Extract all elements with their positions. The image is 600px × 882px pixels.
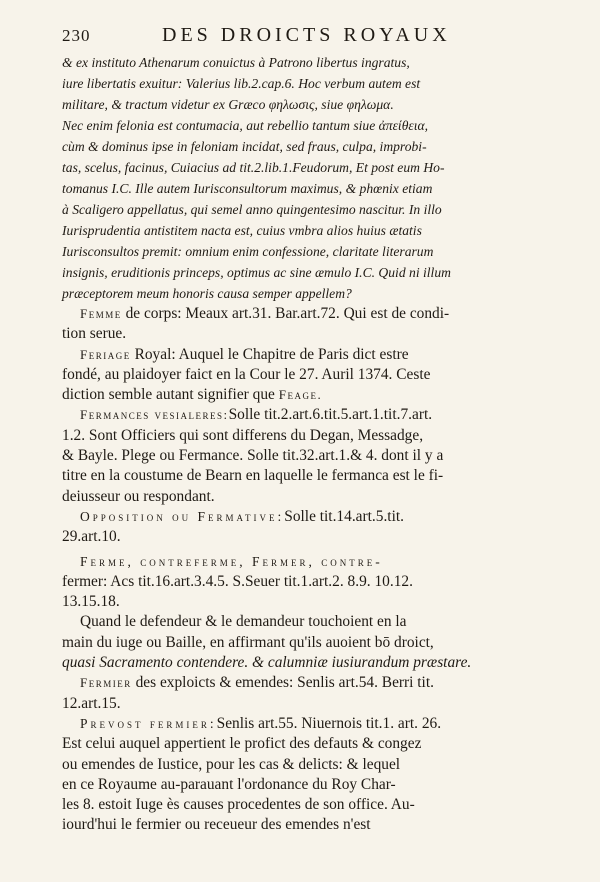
entry-term: Fermier (80, 675, 132, 691)
entry-text: des exploicts & emendes: Senlis art.54. Berri tit. (135, 674, 434, 692)
latin-quotation: quasi Sacramento contendere. & calumniæ iusiurandum præstare. (62, 654, 472, 672)
entry-text-line: 13.15.18. (62, 593, 120, 611)
entry-text-line: main du iuge ou Baille, en affirmant qu'ils auoient bō droict, (62, 633, 434, 651)
latin-line: iure libertatis exuitur: Valerius lib.2.cap.6. Hoc verbum autem est (62, 76, 421, 91)
entry-text-line: iourd'hui le fermier ou receueur des emendes n'est (62, 816, 371, 834)
entry-text-line: 1.2. Sont Officiers qui sont differens du Degan, Messadge, (62, 426, 424, 444)
latin-line: à Scaligero appellatus, qui semel anno quingentesimo nascitur. In illo (62, 202, 442, 217)
entry-text-line: fermer: Acs tit.16.art.3.4.5. S.Seuer tit.1.art.2. 8.9. 10.12. (62, 572, 413, 590)
latin-line: insignis, eruditionis princeps, optimus ac sine æmulo I.C. Quid ni illum (62, 265, 451, 280)
latin-line: cùm & dominus ipse in feloniam incidat, sed fraus, culpa, improbi- (62, 139, 427, 154)
page-number: 230 (62, 26, 91, 45)
latin-paragraph (62, 52, 502, 304)
entry-text-line (62, 385, 502, 405)
entry-term: Opposition ou Fermative: (80, 508, 285, 524)
entry-text: Solle tit.14.art.5.tit. (284, 507, 404, 525)
entry-text-line: 12.art.15. (62, 694, 121, 712)
latin-line: Iurisprudentia antistitem nacta est, cuius vmbra alios huius ætatis (62, 223, 422, 238)
entry-text-line: 29.art.10. (62, 528, 121, 546)
entry-text-line: tion serue. (62, 325, 127, 343)
entry-cross-reference: Feage. (278, 387, 323, 403)
entry-text-line: Est celui auquel appertient le profict des defauts & congez (62, 735, 422, 753)
entry-term: Prevost fermier: (80, 715, 217, 731)
entry-feriage (62, 345, 502, 365)
entry-text: diction semble autant signifier que (62, 386, 275, 404)
entry-text-line: les 8. estoit Iuge ès causes procedentes de son office. Au- (62, 796, 415, 814)
latin-line: præceptorem meum honoris causa semper appellem? (62, 286, 352, 301)
entry-term: Feriage (80, 346, 131, 362)
entry-text-line: Quand le defendeur & le demandeur touchoient en la (80, 613, 407, 631)
entry-text: Royal: Auquel le Chapitre de Paris dict estre (134, 345, 409, 363)
entry-ferme (62, 552, 502, 572)
entry-femme (62, 304, 502, 324)
entry-text: Senlis art.55. Niuernois tit.1. art. 26. (216, 714, 442, 732)
entry-text-line: & Bayle. Plege ou Fermance. Solle tit.32.art.1.& 4. dont il y a (62, 447, 444, 465)
latin-line: & ex instituto Athenarum conuictus à Patrono libertus ingratus, (62, 55, 410, 70)
page-content (62, 24, 502, 836)
latin-line: militare, & tractum videtur ex Græco φηλωσις, siue φηλωμα. (62, 97, 394, 112)
running-header (62, 24, 502, 52)
entry-text-line: deiusseur ou respondant. (62, 487, 215, 505)
entry-opposition (62, 507, 502, 527)
glossary-entries (62, 304, 502, 836)
entry-term: Ferme, contreferme, Fermer, contre- (80, 553, 383, 569)
entry-text: de corps: Meaux art.31. Bar.art.72. Qui est de condi- (125, 305, 450, 322)
entry-term: Femme (80, 306, 122, 321)
entry-fermances (62, 405, 502, 425)
entry-text-line: fondé, au plaidoyer faict en la Cour le 27. Auril 1374. Ceste (62, 365, 431, 383)
entry-text-line: titre en la coustume de Bearn en laquelle le fermanca est le fi- (62, 467, 444, 485)
entry-text: Solle tit.2.art.6.tit.5.art.1.tit.7.art. (228, 406, 433, 424)
latin-line: tomanus I.C. Ille autem Iurisconsultorum maximus, & phœnix etiam (62, 181, 433, 196)
latin-line: Iurisconsultos premit: omnium enim confessione, claritate literarum (62, 244, 434, 259)
latin-line: Nec enim felonia est contumacia, aut rebellio tantum siue ἀπείθεια, (62, 118, 429, 133)
entry-term: Fermances vesialeres: (80, 407, 229, 423)
entry-text-line: ou emendes de Iustice, pour les cas & delicts: & lequel (62, 755, 401, 773)
entry-prevost-fermier (62, 714, 502, 734)
entry-text-line: en ce Royaume au-parauant l'ordonance du Roy Char- (62, 775, 396, 793)
latin-line: tas, scelus, facinus, Cuiacius ad tit.2.lib.1.Feudorum, Et post eum Ho- (62, 160, 445, 175)
running-head-title: DES DROICTS ROYAUX (162, 24, 451, 46)
entry-fermier (62, 673, 502, 693)
